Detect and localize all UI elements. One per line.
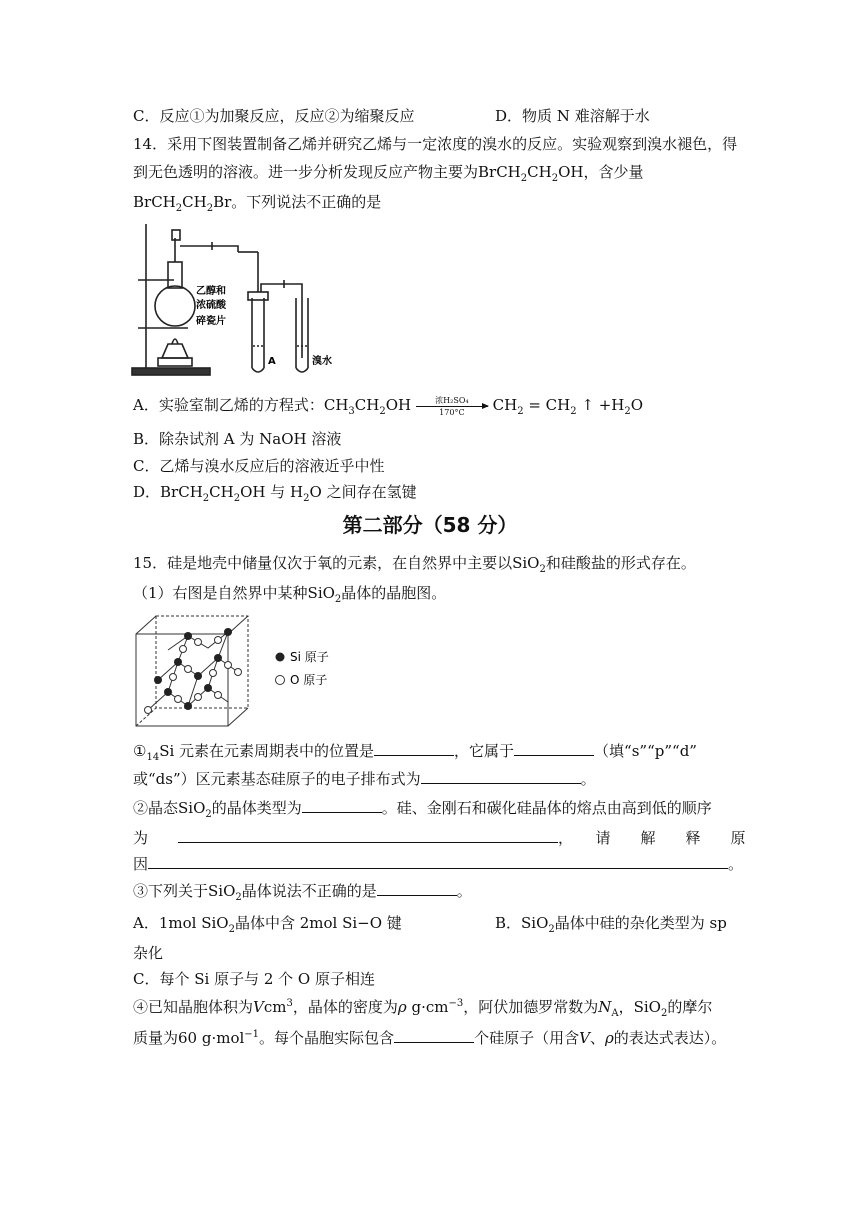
q14-stem-line2: 到无色透明的溶液。进一步分析发现反应产物主要为$BrCH_2CH_2OH$，含少量 [133,163,644,184]
q15-item2-line3: 因 。 [133,855,744,873]
legend-o-marker [276,676,285,685]
q15-item2-line1: ②晶态SiO$_2$的晶体类型为 。硅、金刚石和碳化硅晶体的熔点由高到低的顺序 [133,799,712,820]
q15-item3-option-c: C．每个 Si 原子与 2 个 O 原子相连 [133,970,376,988]
apparatus-label-bromine: 溴水 [312,356,332,367]
apparatus-label-a: A [268,356,276,367]
apparatus-label-reagent-2: 浓硫酸 [196,300,226,311]
q15-item1-line2: 或“ds”）区元素基态硅原子的电子排布式为 。 [133,770,596,788]
ethylene-apparatus-figure [128,218,343,384]
q15-item3-option-a: A．1mol SiO$_2$晶体中含 2mol Si−O 键 [133,914,402,935]
q15-item3-option-b: B．SiO$_2$晶体中硅的杂化类型为 sp [495,914,727,935]
blank-crystal-type[interactable] [302,798,382,813]
apparatus-label-reagent-3: 碎瓷片 [196,316,226,327]
blank-si-block[interactable] [514,741,594,756]
q14-option-c: C．乙烯与溴水反应后的溶液近乎中性 [133,457,385,475]
blank-melting-order[interactable] [178,828,558,843]
q15-item3: ③下列关于SiO$_2$晶体说法不正确的是 。 [133,882,472,903]
q15-item4-line2: 质量为60 g·mol$^{-1}$。每个晶胞实际包含 个硅原子（用含V、ρ的表达式表达）。 [133,1029,727,1047]
blank-incorrect-statement[interactable] [377,881,457,896]
blank-si-atom-count[interactable] [394,1028,474,1043]
reaction-arrow: 浓H₂SO₄ 170°C [416,396,488,417]
q14-stem-line3: $BrCH_2CH_2Br$。下列说法不正确的是 [133,193,382,214]
q14-stem-line1: 14．采用下图装置制备乙烯并研究乙烯与一定浓度的溴水的反应。实验观察到溴水褪色，得 [133,135,738,153]
q15-item4-line1: ④已知晶胞体积为Vcm$^3$，晶体的密度为ρ $g\cdot cm^{-3}$，阿伏加德罗常数为$N_A$，SiO$_2$的摩尔 [133,998,713,1019]
q13-option-d: D．物质 N 难溶解于水 [495,107,650,125]
legend-si-label: Si 原子 [290,650,329,664]
q14-option-a: A．实验室制乙烯的方程式：$CH_3CH_2OH$ 浓H₂SO₄ 170°C $CH_2 = CH_2$ ↑ $+H_2O$ [133,395,644,417]
apparatus-label-reagent-1: 乙醇和 [196,286,226,297]
q15-item1-line1: $①_{14}Si$ 元素在元素周期表中的位置是 ，它属于 （填“s”“p”“d” [133,742,697,763]
q15-item3-option-b-cont: 杂化 [133,944,164,962]
formula-brch2ch2br: $BrCH_2CH_2Br$ [133,193,232,214]
blank-reason[interactable] [148,854,728,869]
blank-electron-config[interactable] [421,769,581,784]
q14-option-d: D．$BrCH_2CH_2OH$ 与 $H_2O$ 之间存在氢键 [133,483,417,504]
q15-item2-line2: 为 ， 请 解 释 原 [133,829,746,847]
q15-stem: 15．硅是地壳中储量仅次于氧的元素，在自然界中主要以SiO$_2$和硅酸盐的形式存在。 [133,554,696,575]
formula-brch2ch2oh: $BrCH_2CH_2OH$ [478,163,584,184]
legend-si-marker [276,653,285,662]
q15-part1: （1）右图是自然界中某种SiO$_2$晶体的晶胞图。 [133,584,447,605]
section-title: 第二部分（58 分） [342,513,518,537]
blank-si-position[interactable] [374,741,454,756]
legend-o-label: O 原子 [290,673,328,687]
q13-option-c: C．反应①为加聚反应，反应②为缩聚反应 [133,107,415,125]
q14-option-b: B．除杂试剂 A 为 NaOH 溶液 [133,430,342,448]
sio2-unit-cell-figure [128,610,363,730]
